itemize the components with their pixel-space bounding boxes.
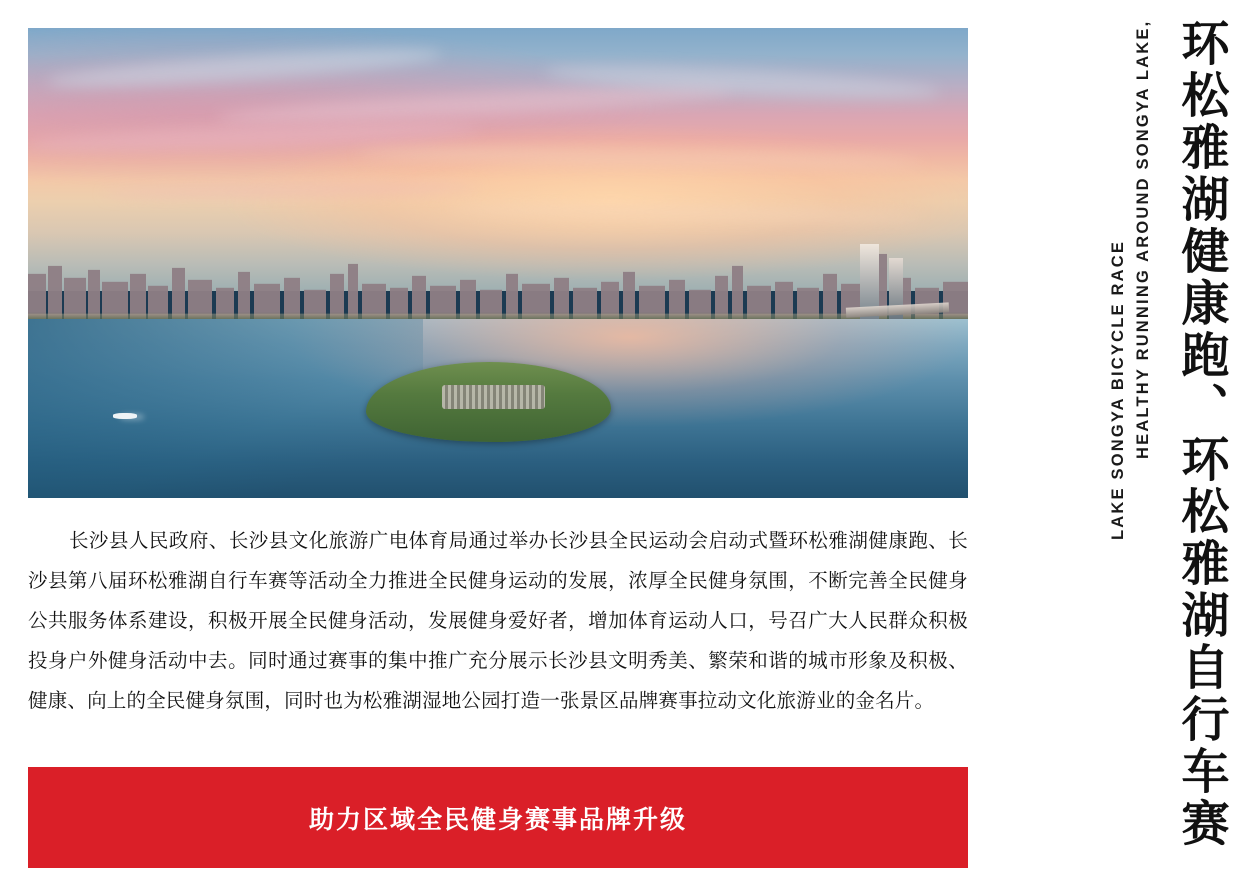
page-title-vertical: 环松雅湖健康跑、环松雅湖自行车赛 — [1174, 18, 1227, 850]
banner-label: 助力区域全民健身赛事品牌升级 — [308, 805, 687, 834]
photo-boat — [113, 413, 137, 418]
red-banner — [28, 767, 968, 868]
photo-island-buildings — [442, 385, 545, 409]
subtitle-english-line-2: LAKE SONGYA BICYCLE RACE — [1109, 239, 1127, 540]
subtitle-english-line-1: HEALTHY RUNNING AROUND SONGYA LAKE, — [1134, 20, 1152, 460]
main-content-column — [28, 28, 968, 868]
hero-photo-songya-lake — [28, 28, 968, 498]
photo-lake-deep-water — [28, 319, 423, 498]
body-paragraph: 长沙县人民政府、长沙县文化旅游广电体育局通过举办长沙县全民运动会启动式暨环松雅湖健康跑、长沙县第八届环松雅湖自行车赛等活动全力推进全民健身运动的发展，浓厚全民健身氛围，不断完善全民健身公共服务体系建设，积极开展全民健身活动，发展健身爱好者，增加体育运动人口，号召广大人民群众积极投身户外健身活动中去。同时通过赛事的集中推广充分展示长沙县文明秀美、繁荣和谐的城市形象及积极、健康、向上的全民健身氛围，同时也为松雅湖湿地公园打造一张景区品牌赛事拉动文化旅游业的金名片。 — [28, 531, 968, 712]
vertical-title-column — [1001, 10, 1231, 874]
